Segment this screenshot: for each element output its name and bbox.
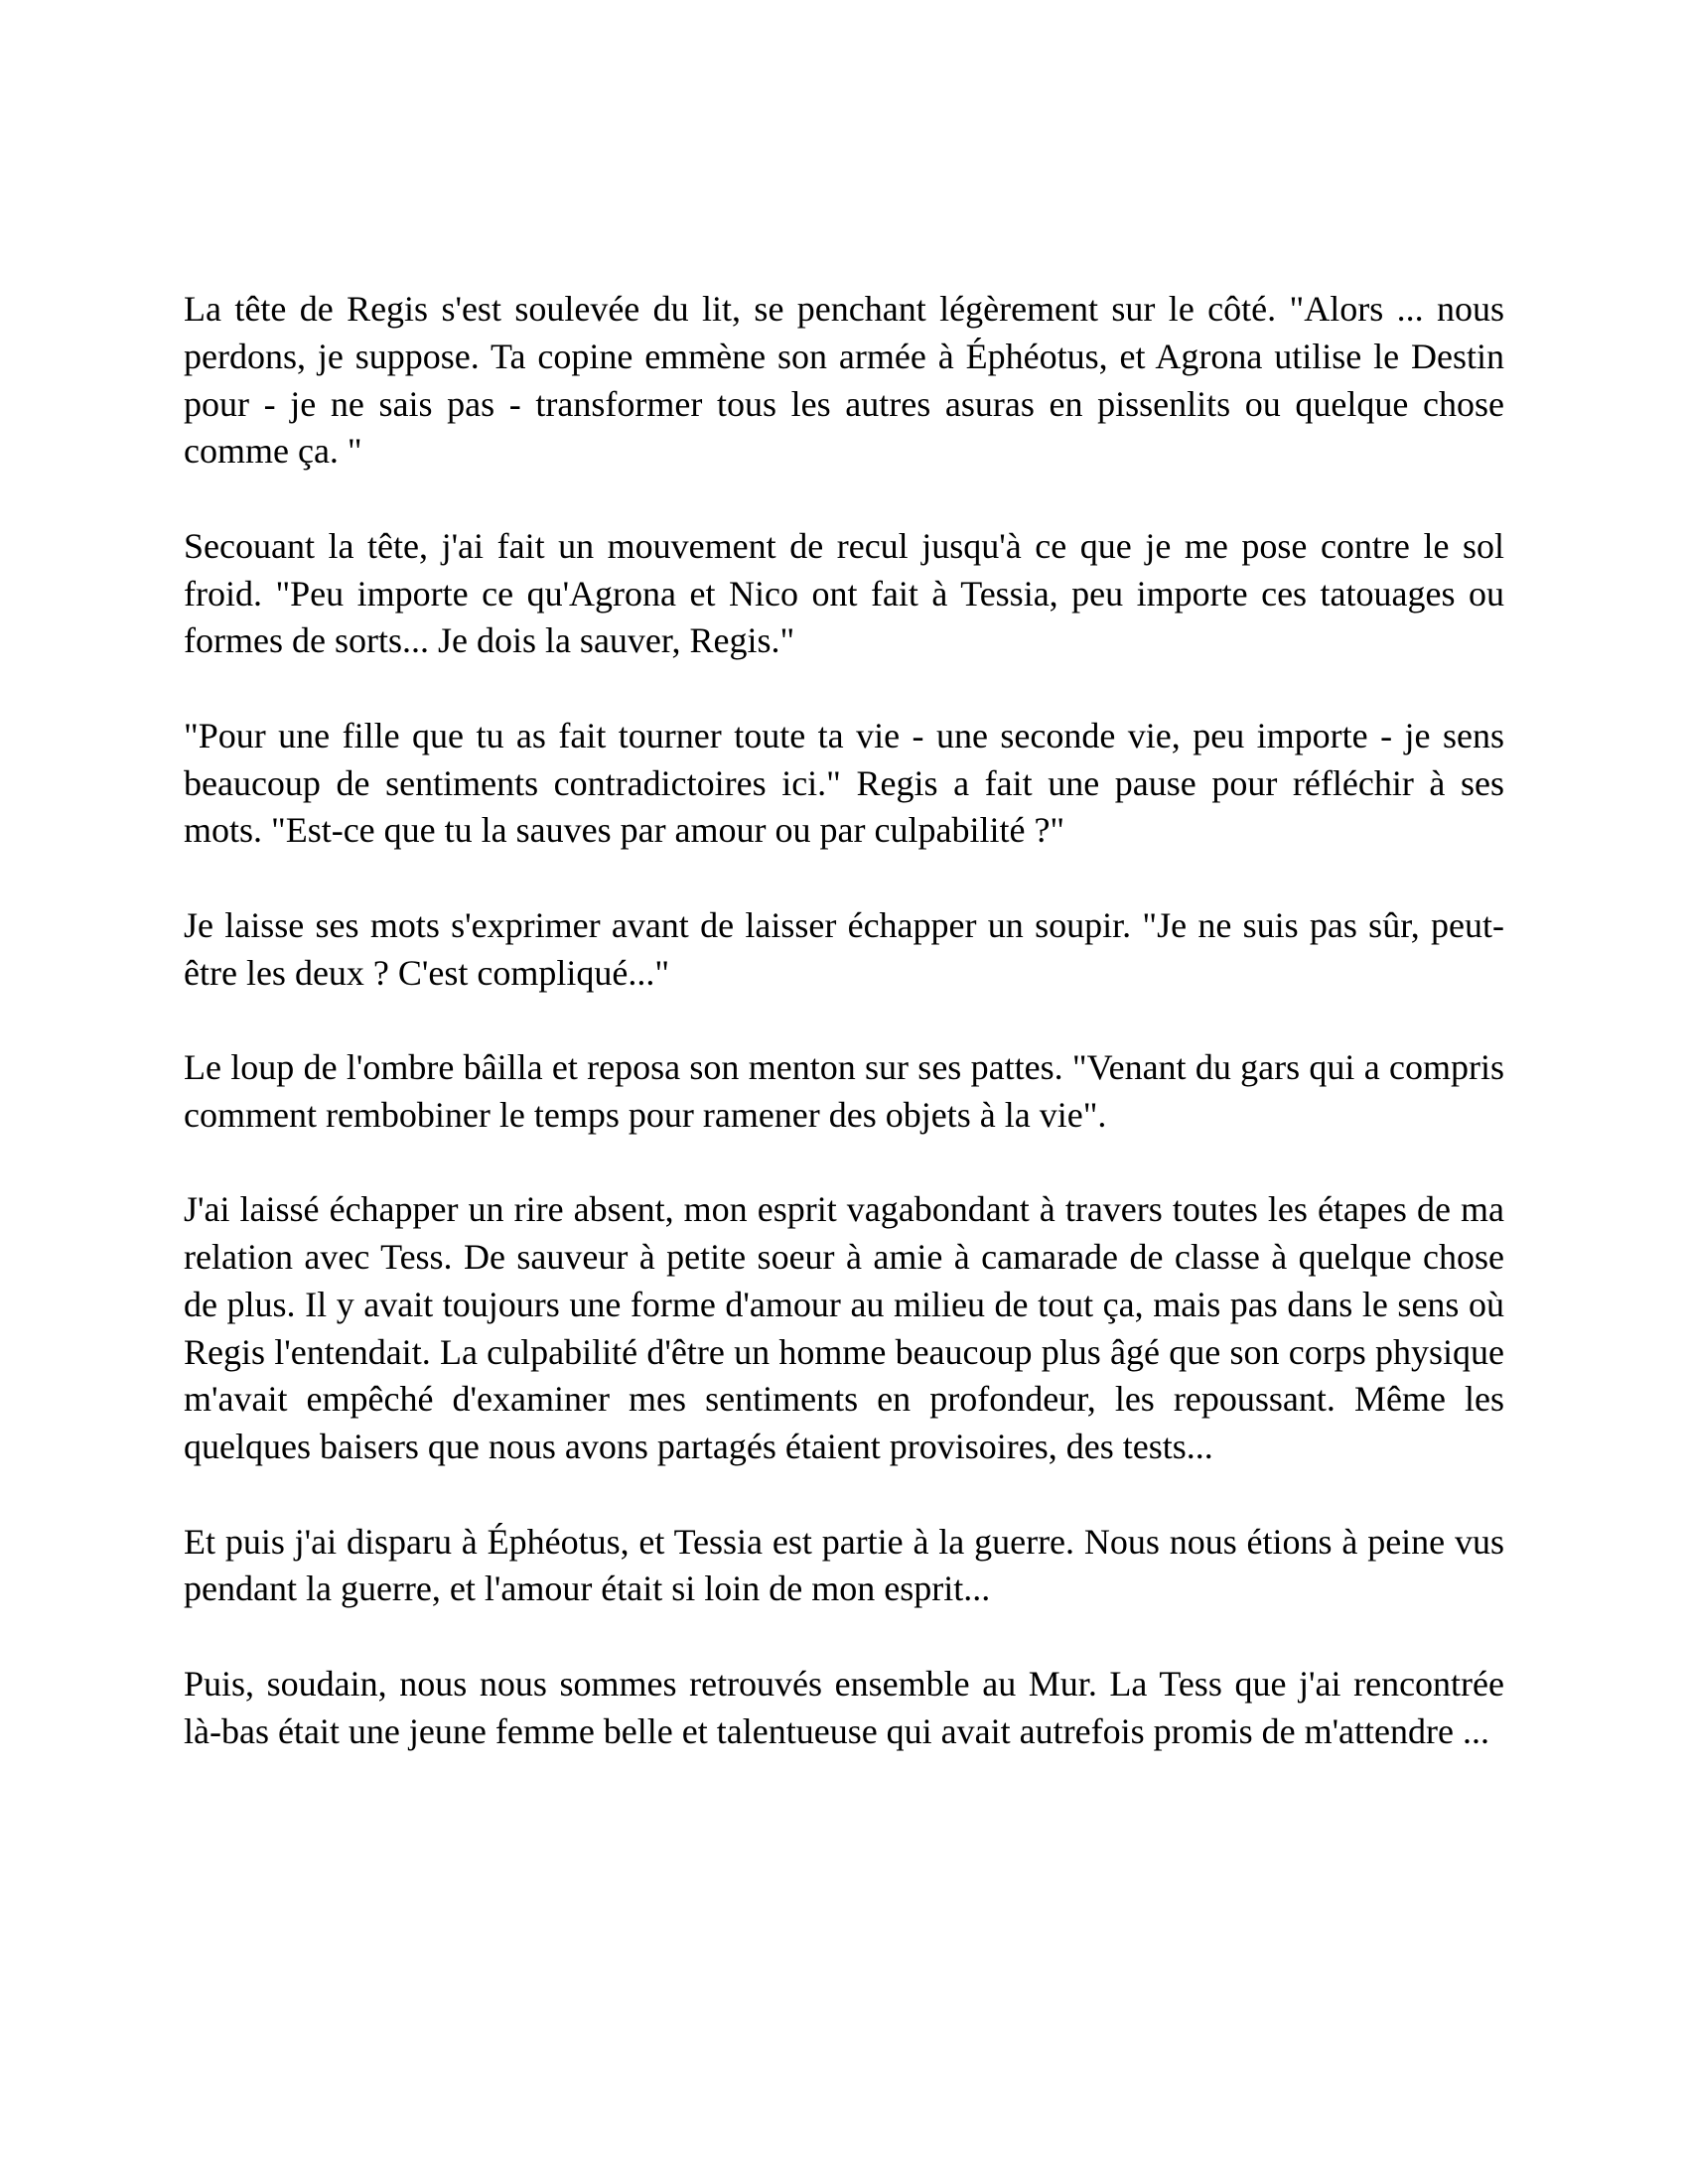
paragraph-8: Puis, soudain, nous nous sommes retrouvés ensemble au Mur. La Tess que j'ai rencontrée là-bas était une jeune femme belle et talentueuse qui avait autrefois promis de m'attendre ... <box>184 1663 1504 1751</box>
paragraph-6: J'ai laissé échapper un rire absent, mon esprit vagabondant à travers toutes les étapes de ma relation avec Tess. De sauveur à petite soeur à amie à camarade de classe à quelque chose de plus. Il y avait toujours une forme d'amour au milieu de tout ça, mais pas dans le sens où Regis l'entendait. La culpabilité d'être un homme beaucoup plus âgé que son corps physique m'avait empêché d'examiner mes sentiments en profondeur, les repoussant. Même les quelques baisers que nous avons partagés étaient provisoires, des tests... <box>184 1189 1504 1466</box>
paragraph-4: Je laisse ses mots s'exprimer avant de laisser échapper un soupir. "Je ne suis pas sûr, peut-être les deux ? C'est compliqué..." <box>184 904 1504 993</box>
paragraph-1: La tête de Regis s'est soulevée du lit, se penchant légèrement sur le côté. "Alors ... nous perdons, je suppose. Ta copine emmène son armée à Éphéotus, et Agrona utilise le Destin pour - je ne sais pas - transformer tous les autres asuras en pissenlits ou quelque chose comme ça. " <box>184 289 1504 472</box>
paragraph-3: "Pour une fille que tu as fait tourner toute ta vie - une seconde vie, peu importe - je sens beaucoup de sentiments contradictoires ici." Regis a fait une pause pour réfléchir à ses mots. "Est-ce que tu la sauves par amour ou par culpabilité ?" <box>184 715 1504 851</box>
body-text <box>184 286 1504 1755</box>
paragraph-2: Secouant la tête, j'ai fait un mouvement de recul jusqu'à ce que je me pose contre le sol froid. "Peu importe ce qu'Agrona et Nico ont fait à Tessia, peu importe ces tatouages ou formes de sorts... Je dois la sauver, Regis." <box>184 525 1504 661</box>
paragraph-7: Et puis j'ai disparu à Éphéotus, et Tessia est partie à la guerre. Nous nous étions à peine vus pendant la guerre, et l'amour était si loin de mon esprit... <box>184 1521 1504 1609</box>
paragraph-5: Le loup de l'ombre bâilla et reposa son menton sur ses pattes. "Venant du gars qui a compris comment rembobiner le temps pour ramener des objets à la vie". <box>184 1047 1504 1135</box>
